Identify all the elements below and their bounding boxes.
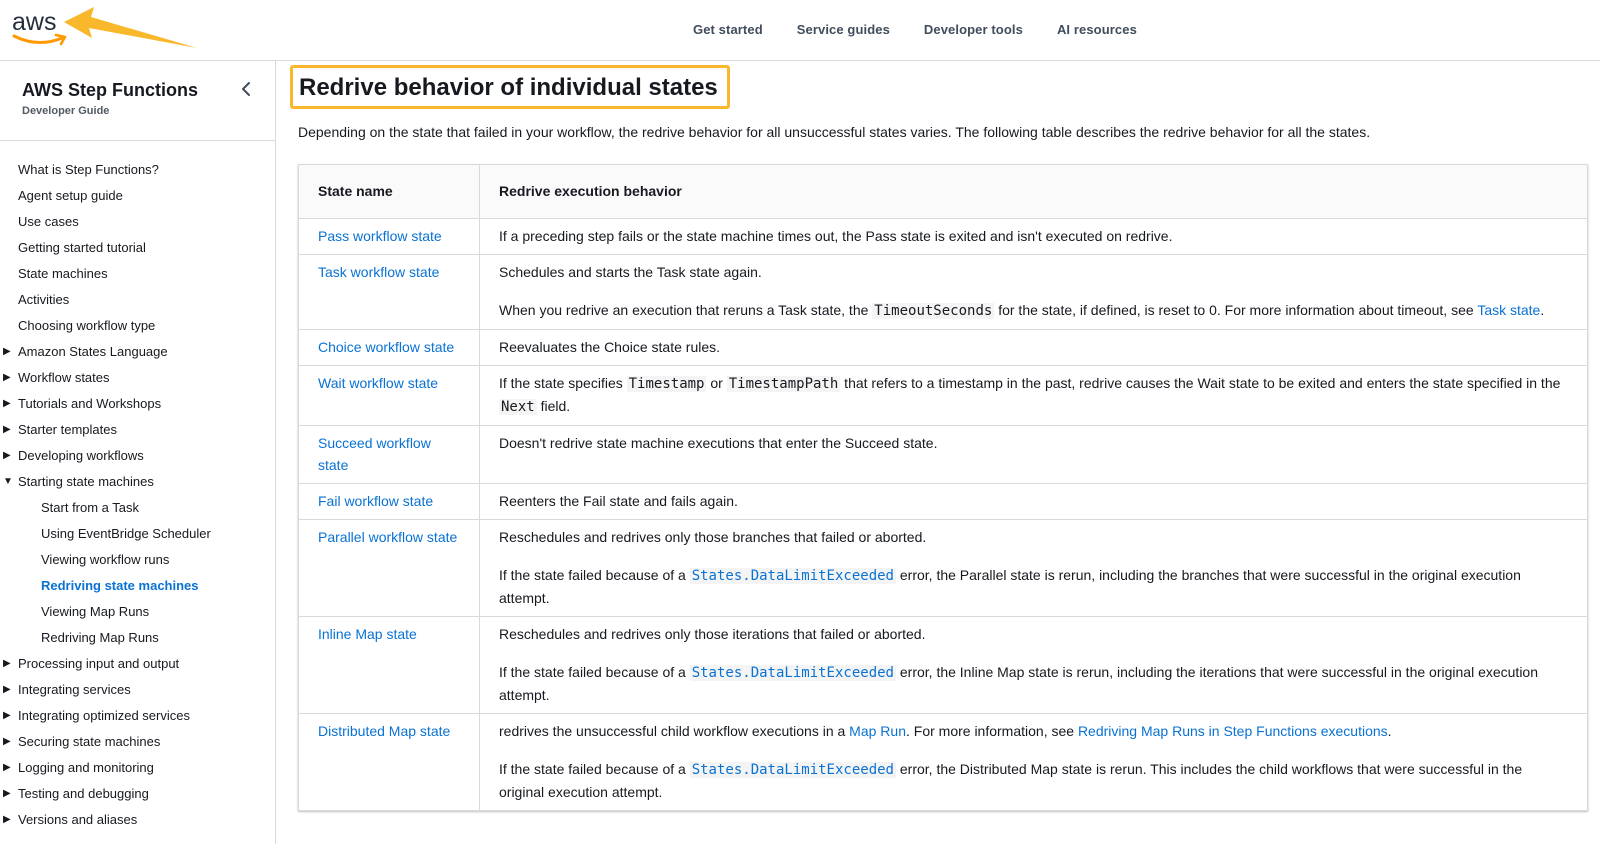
sidebar-item[interactable]: [0, 573, 275, 599]
inline-code: Next: [501, 399, 535, 415]
text-segment: When you redrive an execution that reruns a Task state, the: [499, 302, 873, 318]
behavior-cell: [480, 484, 1588, 520]
page-title: Redrive behavior of individual states: [299, 74, 718, 101]
behavior-cell: [480, 219, 1588, 255]
sidebar-item[interactable]: [0, 209, 275, 235]
nav-developer-tools[interactable]: Developer tools: [923, 22, 1023, 37]
behavior-paragraph: [499, 661, 1568, 706]
behavior-paragraph: [499, 336, 1568, 358]
caret-right-icon[interactable]: ▶: [3, 372, 11, 383]
sidebar-item-label: Agent setup guide: [18, 188, 123, 203]
behavior-cell: [480, 330, 1588, 366]
sidebar-item-label: Using EventBridge Scheduler: [41, 526, 211, 541]
behavior-cell: [480, 255, 1588, 330]
sidebar-item[interactable]: [0, 157, 275, 183]
text-segment: Reschedules and redrives only those branches that failed or aborted.: [499, 529, 927, 545]
sidebar-nav-list: [0, 157, 275, 833]
behavior-paragraph: [499, 225, 1568, 247]
text-segment: Doesn't redrive state machine executions that enter the Succeed state.: [499, 435, 938, 451]
text-segment: or: [706, 375, 727, 391]
table-row: [299, 255, 1588, 330]
caret-right-icon[interactable]: ▶: [3, 684, 11, 695]
sidebar-item[interactable]: [0, 625, 275, 651]
sidebar-item[interactable]: [0, 521, 275, 547]
sidebar-item-label: Testing and debugging: [18, 786, 149, 801]
sidebar-item-label: Starter templates: [18, 422, 117, 437]
annotation-arrow-icon: [62, 6, 202, 52]
guide-title[interactable]: AWS Step Functions: [22, 80, 199, 100]
behavior-paragraph: [499, 720, 1568, 742]
sidebar-item-label: Use cases: [18, 214, 79, 229]
sidebar-item[interactable]: [0, 807, 275, 833]
nav-get-started[interactable]: Get started: [693, 22, 763, 37]
sidebar-item-label: Viewing Map Runs: [41, 604, 150, 619]
behavior-paragraph: [499, 299, 1568, 322]
state-link[interactable]: Fail workflow state: [318, 493, 434, 509]
caret-right-icon[interactable]: ▶: [3, 398, 11, 409]
behavior-paragraph: [499, 432, 1568, 454]
text-segment: .: [1387, 723, 1392, 739]
sidebar-item-label: Redriving Map Runs: [41, 630, 159, 645]
inline-link[interactable]: Redriving Map Runs in Step Functions executions: [1077, 723, 1388, 739]
behavior-cell: [480, 426, 1588, 484]
column-header-redrive-behavior: Redrive execution behavior: [480, 165, 1588, 219]
text-segment: redrives the unsuccessful child workflow executions in a: [499, 723, 850, 739]
text-segment: .: [1540, 302, 1545, 318]
sidebar-item[interactable]: [0, 287, 275, 313]
table-row: [299, 330, 1588, 366]
text-segment: If a preceding step fails or the state machine times out, the Pass state is exited and isn't executed on redrive.: [499, 228, 1173, 244]
behavior-paragraph: [499, 261, 1568, 283]
table-row: [299, 617, 1588, 714]
text-segment: . For more information, see: [905, 723, 1078, 739]
state-link[interactable]: Distributed Map state: [318, 723, 451, 739]
table-row: [299, 484, 1588, 520]
state-name-cell: [299, 617, 480, 714]
sidebar-item[interactable]: [0, 183, 275, 209]
sidebar-item[interactable]: [0, 261, 275, 287]
chevron-left-icon[interactable]: [240, 81, 252, 102]
inline-code: TimeoutSeconds: [874, 303, 993, 319]
sidebar-item-label: Processing input and output: [18, 656, 180, 671]
sidebar-item-label: Activities: [18, 292, 70, 307]
sidebar-item-label: Viewing workflow runs: [41, 552, 170, 567]
sidebar-item[interactable]: [0, 677, 275, 703]
sidebar-item-label: Starting state machines: [18, 474, 154, 489]
inline-code-link[interactable]: States.DataLimitExceeded: [691, 665, 894, 681]
behavior-cell: [480, 520, 1588, 617]
inline-code: Timestamp: [628, 376, 705, 392]
state-name-cell: [299, 330, 480, 366]
state-name-cell: [299, 255, 480, 330]
state-link[interactable]: Pass workflow state: [318, 228, 442, 244]
table-row: [299, 714, 1588, 811]
text-segment: If the state failed because of a: [499, 664, 690, 680]
sidebar-item-label: Logging and monitoring: [18, 760, 154, 775]
top-navigation-bar: [0, 0, 1600, 61]
sidebar-item[interactable]: [0, 495, 275, 521]
sidebar-item[interactable]: [0, 755, 275, 781]
text-segment: If the state failed because of a: [499, 761, 690, 777]
caret-right-icon[interactable]: ▶: [3, 658, 11, 669]
sidebar-item[interactable]: [0, 235, 275, 261]
sidebar-item[interactable]: [0, 729, 275, 755]
sidebar-item[interactable]: [0, 469, 275, 495]
text-segment: If the state failed because of a: [499, 567, 690, 583]
caret-down-icon[interactable]: ▼: [3, 476, 13, 487]
table-row: [299, 520, 1588, 617]
sidebar-item-label: Choosing workflow type: [18, 318, 156, 333]
sidebar-item-label: State machines: [18, 266, 108, 281]
sidebar-item[interactable]: [0, 365, 275, 391]
column-header-state-name: State name: [299, 165, 480, 219]
sidebar-item-label: Redriving state machines: [41, 578, 199, 593]
state-name-cell: [299, 520, 480, 617]
table-row: [299, 219, 1588, 255]
behavior-paragraph: [499, 372, 1568, 418]
text-segment: for the state, if defined, is reset to 0. For more information about timeout, see: [994, 302, 1478, 318]
table-row: [299, 426, 1588, 484]
sidebar-header: [0, 61, 275, 141]
behavior-paragraph: [499, 758, 1568, 803]
sidebar-item[interactable]: [0, 417, 275, 443]
redrive-behavior-table: [298, 164, 1588, 811]
state-name-cell: [299, 366, 480, 426]
sidebar-item[interactable]: [0, 599, 275, 625]
text-segment: Reevaluates the Choice state rules.: [499, 339, 721, 355]
nav-service-guides[interactable]: Service guides: [796, 22, 890, 37]
behavior-paragraph: [499, 564, 1568, 609]
sidebar-item[interactable]: [0, 313, 275, 339]
inline-code-link[interactable]: States.DataLimitExceeded: [691, 762, 894, 778]
behavior-cell: [480, 714, 1588, 811]
caret-right-icon[interactable]: ▶: [3, 424, 11, 435]
state-name-cell: [299, 714, 480, 811]
text-segment: error, the Parallel state is rerun, including the branches that were successful in the original execution attempt.: [499, 567, 1521, 606]
state-link[interactable]: Task workflow state: [318, 264, 440, 280]
aws-logo-text: aws: [12, 8, 57, 36]
sidebar-item[interactable]: [0, 781, 275, 807]
sidebar-item-label: Tutorials and Workshops: [18, 396, 162, 411]
caret-right-icon[interactable]: ▶: [3, 762, 11, 773]
caret-right-icon[interactable]: ▶: [3, 346, 11, 357]
caret-right-icon[interactable]: ▶: [3, 814, 11, 825]
caret-right-icon[interactable]: ▶: [3, 450, 11, 461]
sidebar-item-label: Integrating services: [18, 682, 131, 697]
inline-code: TimestampPath: [728, 376, 839, 392]
sidebar-item[interactable]: [0, 339, 275, 365]
behavior-cell: [480, 366, 1588, 426]
caret-right-icon[interactable]: ▶: [3, 710, 11, 721]
behavior-paragraph: [499, 623, 1568, 645]
sidebar-item-label: Start from a Task: [41, 500, 140, 515]
behavior-paragraph: [499, 490, 1568, 512]
text-segment: Reenters the Fail state and fails again.: [499, 493, 738, 509]
sidebar-item-label: Workflow states: [18, 370, 110, 385]
state-link[interactable]: Wait workflow state: [318, 375, 439, 391]
sidebar-item-label: Developing workflows: [18, 448, 144, 463]
text-segment: that refers to a timestamp in the past, redrive causes the Wait state to be exited and enters the state specified in the: [840, 375, 1561, 391]
sidebar: [0, 61, 276, 844]
state-link[interactable]: Parallel workflow state: [318, 529, 458, 545]
behavior-paragraph: [499, 526, 1568, 548]
top-nav: [693, 22, 1137, 37]
caret-right-icon[interactable]: ▶: [3, 788, 11, 799]
text-segment: If the state specifies: [499, 375, 627, 391]
sidebar-item[interactable]: [0, 703, 275, 729]
intro-paragraph: Depending on the state that failed in your workflow, the redrive behavior for all unsuccessful states varies. The following table describes the redrive behavior for all the states.: [298, 124, 1371, 140]
state-link[interactable]: Succeed workflow state: [318, 435, 431, 473]
sidebar-item-label: Getting started tutorial: [18, 240, 146, 255]
state-link[interactable]: Choice workflow state: [318, 339, 455, 355]
sidebar-item-label: What is Step Functions?: [18, 162, 159, 177]
inline-code-link[interactable]: States.DataLimitExceeded: [691, 568, 894, 584]
inline-link[interactable]: Map Run: [849, 723, 906, 739]
state-name-cell: [299, 484, 480, 520]
guide-subtitle: Developer Guide: [22, 105, 110, 117]
table-body: [299, 219, 1588, 811]
sidebar-item[interactable]: [0, 391, 275, 417]
sidebar-item[interactable]: [0, 443, 275, 469]
main-content: [298, 61, 1590, 844]
state-link[interactable]: Inline Map state: [318, 626, 417, 642]
caret-right-icon[interactable]: ▶: [3, 736, 11, 747]
sidebar-item-label: Versions and aliases: [18, 812, 138, 827]
state-name-cell: [299, 219, 480, 255]
table-header-row: [299, 165, 1588, 219]
text-segment: error, the Distributed Map state is rerun. This includes the child workflows that were successful in the original execution attempt.: [499, 761, 1523, 800]
sidebar-item[interactable]: [0, 547, 275, 573]
sidebar-item-label: Securing state machines: [18, 734, 161, 749]
nav-ai-resources[interactable]: AI resources: [1056, 22, 1137, 37]
sidebar-item[interactable]: [0, 651, 275, 677]
state-name-cell: [299, 426, 480, 484]
text-segment: Reschedules and redrives only those iterations that failed or aborted.: [499, 626, 926, 642]
sidebar-item-label: Amazon States Language: [18, 344, 168, 359]
text-segment: Schedules and starts the Task state again.: [499, 264, 762, 280]
behavior-cell: [480, 617, 1588, 714]
text-segment: field.: [536, 398, 571, 414]
table-row: [299, 366, 1588, 426]
text-segment: error, the Inline Map state is rerun, including the iterations that were successful in the original execution attempt.: [499, 664, 1538, 703]
inline-link[interactable]: Task state: [1477, 302, 1541, 318]
sidebar-item-label: Integrating optimized services: [18, 708, 190, 723]
